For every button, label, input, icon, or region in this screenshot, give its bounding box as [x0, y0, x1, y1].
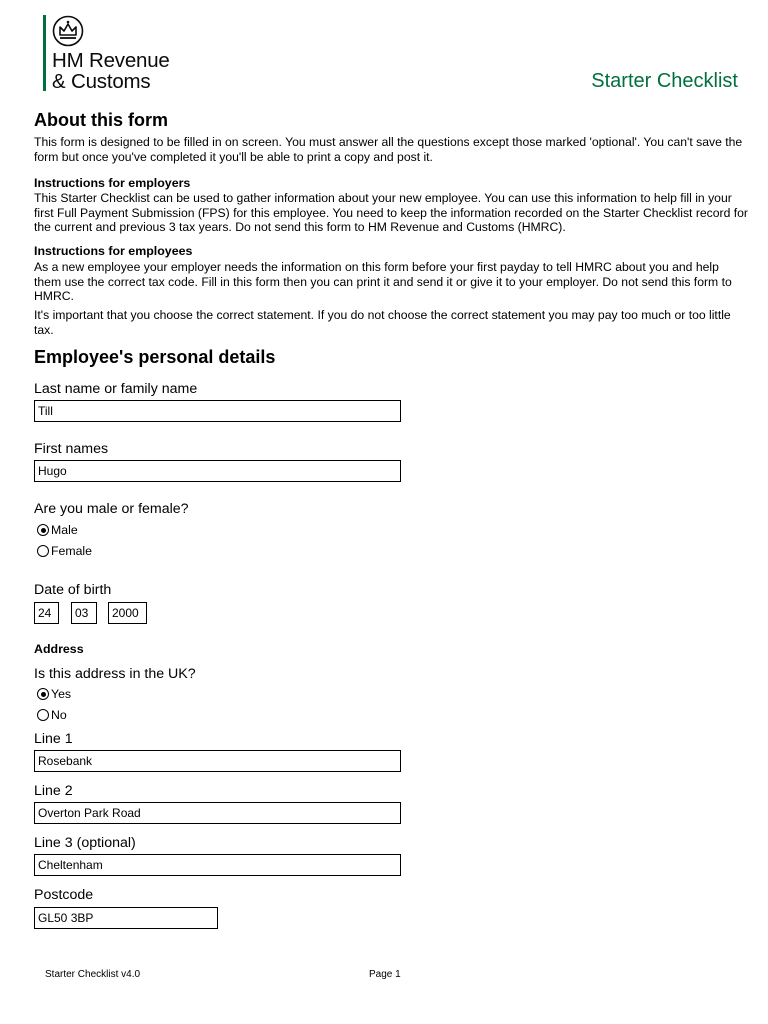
- address-line2-input[interactable]: Overton Park Road: [34, 802, 401, 824]
- gender-option-female[interactable]: [37, 544, 92, 558]
- about-heading: About this form: [34, 110, 168, 130]
- dob-day-input[interactable]: 24: [34, 602, 59, 624]
- logo-bar: [43, 15, 46, 91]
- form-title: Starter Checklist: [591, 70, 738, 92]
- address-line3-input[interactable]: Cheltenham: [34, 854, 401, 876]
- uk-address-label: Is this address in the UK?: [34, 666, 196, 682]
- dob-label: Date of birth: [34, 582, 112, 598]
- footer-page-number: Page 1: [369, 969, 401, 980]
- last-name-label: Last name or family name: [34, 381, 198, 397]
- address-line3-label: Line 3 (optional): [34, 835, 136, 851]
- employees-heading: Instructions for employees: [34, 244, 193, 258]
- employees-text: As a new employee your employer needs the information on this form before your first payday to tell HMRC about you and help them use the correct tax code. Fill in this form then you can print it and send it or give it to your employer. Do not send this form to HMRC.: [34, 260, 732, 303]
- address-line2-label: Line 2: [34, 783, 73, 799]
- gender-option-label: Male: [51, 523, 78, 537]
- employers-heading: Instructions for employers: [34, 176, 191, 190]
- address-heading: Address: [34, 642, 84, 656]
- last-name-input[interactable]: Till: [34, 400, 401, 422]
- employers-text: This Starter Checklist can be used to gather information about your new employee. You can use this information to help fill in your first Full Payment Submission (FPS) for this employee. You need to keep the information recorded on the Starter Checklist record for the current and previous 3 tax years. Do not send this form to HM Revenue and Customs (HMRC).: [34, 191, 748, 234]
- hmrc-logo-text: [52, 50, 170, 92]
- important-text: It's important that you choose the correct statement. If you do not choose the correct statement you may pay too much or too little tax.: [34, 308, 731, 337]
- radio-selected-icon[interactable]: [37, 688, 49, 700]
- dob-month-input[interactable]: 03: [71, 602, 97, 624]
- about-intro: This form is designed to be filled in on screen. You must answer all the questions except those marked 'optional'. You can't save the form but once you've completed it you'll be able to print a copy and post it.: [34, 135, 743, 164]
- first-names-input[interactable]: Hugo: [34, 460, 401, 482]
- postcode-input[interactable]: GL50 3BP: [34, 907, 218, 929]
- gender-option-label: Female: [51, 544, 93, 558]
- gender-label: Are you male or female?: [34, 501, 189, 517]
- uk-option-label: Yes: [51, 687, 72, 701]
- uk-option-yes[interactable]: [37, 687, 71, 701]
- logo-line-1: HM Revenue: [52, 49, 170, 72]
- uk-option-label: No: [51, 708, 67, 722]
- first-names-label: First names: [34, 441, 109, 457]
- uk-option-no[interactable]: [37, 708, 67, 722]
- logo-line-2: & Customs: [52, 70, 151, 93]
- dob-year-input[interactable]: 2000: [108, 602, 147, 624]
- address-line1-label: Line 1: [34, 731, 73, 747]
- postcode-label: Postcode: [34, 887, 94, 903]
- crown-crest-icon: [52, 15, 84, 47]
- radio-selected-icon[interactable]: [37, 524, 49, 536]
- personal-details-heading: Employee's personal details: [34, 347, 276, 367]
- address-line1-input[interactable]: Rosebank: [34, 750, 401, 772]
- radio-unselected-icon[interactable]: [37, 709, 49, 721]
- radio-unselected-icon[interactable]: [37, 545, 49, 557]
- gender-option-male[interactable]: [37, 523, 78, 537]
- footer-version: Starter Checklist v4.0: [45, 969, 141, 980]
